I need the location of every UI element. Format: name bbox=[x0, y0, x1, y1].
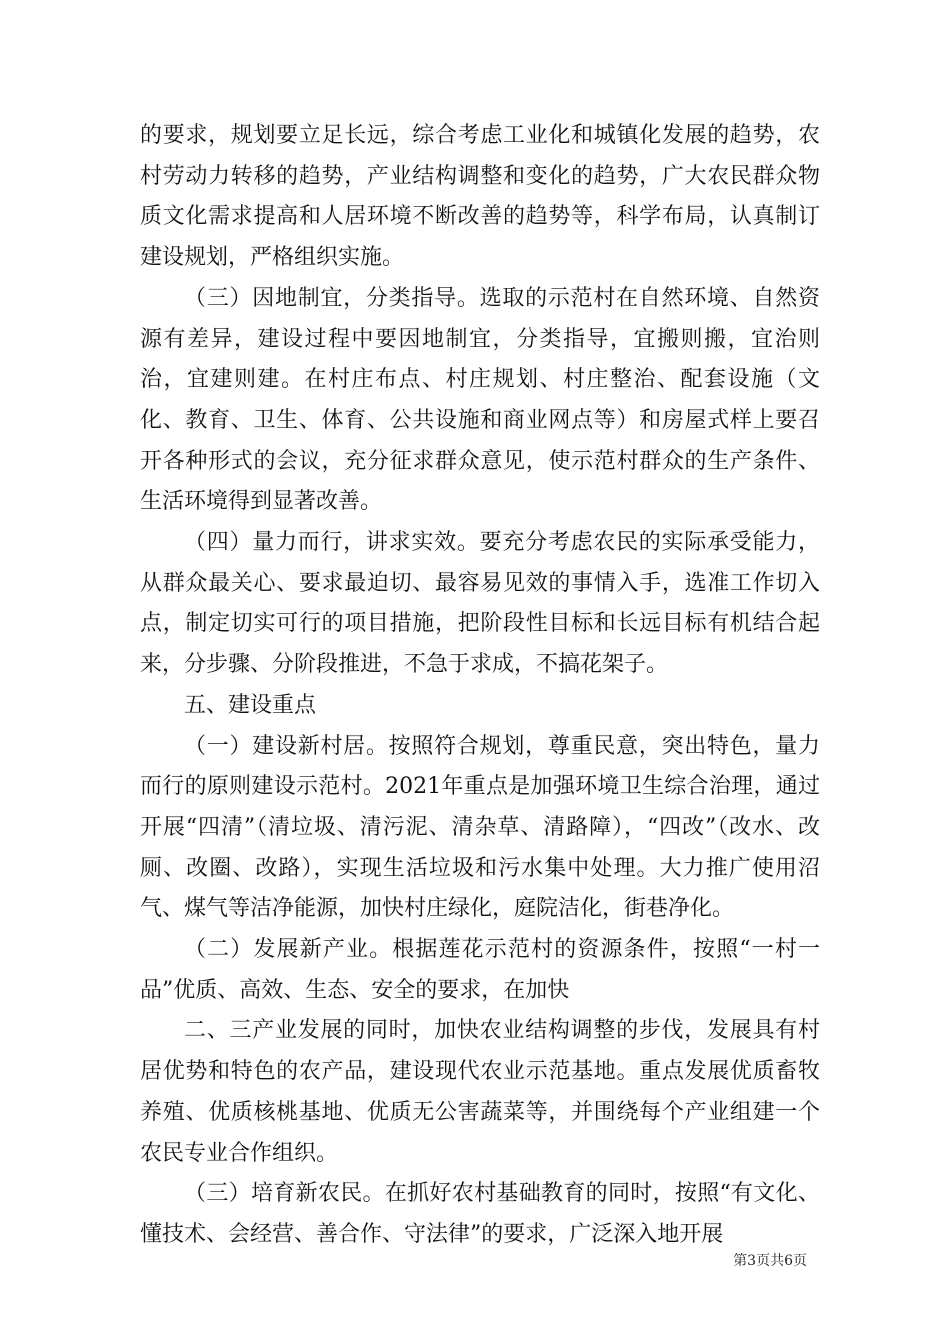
section-heading-construction-focus: 五、建设重点 bbox=[184, 692, 317, 718]
paragraph-focus-three: （三）培育新农民。在抓好农村基础教育的同时，按照“有文化、懂技术、会经营、善合作、守法律”的要求，广泛深入地开展 bbox=[140, 1181, 820, 1247]
paragraph-principle-three: （三）因地制宜，分类指导。选取的示范村在自然环境、自然资源有差异，建设过程中要因地制宜，分类指导，宜搬则搬，宜治则治，宜建则建。在村庄布点、村庄规划、村庄整治、配套设施（文化、教育、卫生、体育、公共设施和商业网点等）和房屋式样上要召开各种形式的会议，充分征求群众意见，使示范村群众的生产条件、生活环境得到显著改善。 bbox=[140, 285, 820, 515]
document-body bbox=[140, 116, 820, 1256]
paragraph-focus-two-continued: 二、三产业发展的同时，加快农业结构调整的步伐，发展具有村居优势和特色的农产品，建设现代农业示范基地。重点发展优质畜牧养殖、优质核桃基地、优质无公害蔬菜等，并围绕每个产业组建一个农民专业合作组织。 bbox=[140, 1018, 820, 1166]
paragraph-focus-one: （一）建设新村居。按照符合规划，尊重民意，突出特色，量力而行的原则建设示范村。2021年重点是加强环境卫生综合治理，通过开展“四清”（清垃圾、清污泥、清杂草、清路障），“四改”（改水、改厕、改圈、改路），实现生活垃圾和污水集中处理。大力推广使用沼气、煤气等洁净能源，加快村庄绿化，庭院洁化，街巷净化。 bbox=[140, 733, 820, 922]
paragraph-planning-continuation: 的要求，规划要立足长远，综合考虑工业化和城镇化发展的趋势，农村劳动力转移的趋势，产业结构调整和变化的趋势，广大农民群众物质文化需求提高和人居环境不断改善的趋势等，科学布局，认真制订建设规划，严格组织实施。 bbox=[140, 123, 820, 271]
paragraph-principle-four: （四）量力而行，讲求实效。要充分考虑农民的实际承受能力，从群众最关心、要求最迫切、最容易见效的事情入手，选准工作切入点，制定切实可行的项目措施，把阶段性目标和长远目标有机结合起来，分步骤、分阶段推进，不急于求成，不搞花架子。 bbox=[140, 530, 820, 678]
paragraph-focus-two: （二）发展新产业。根据莲花示范村的资源条件，按照“一村一品”优质、高效、生态、安全的要求，在加快 bbox=[140, 937, 820, 1003]
page-number: 第3页共6页 bbox=[733, 1253, 807, 1269]
